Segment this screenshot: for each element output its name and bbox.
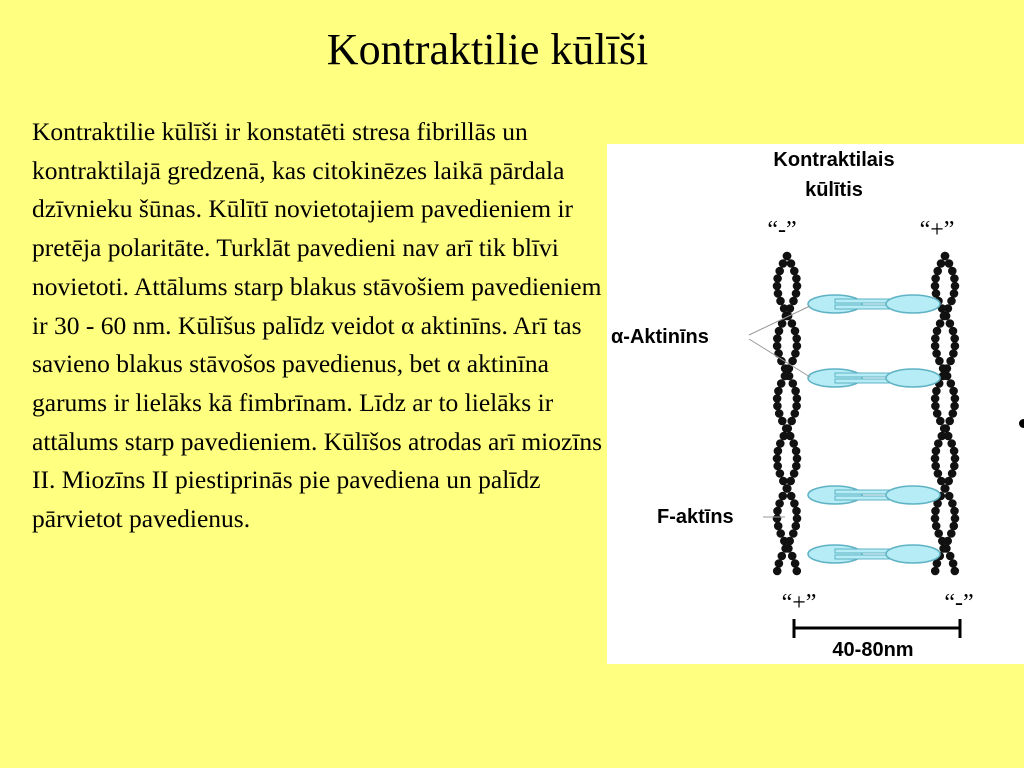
distance-label: 40-80nm	[832, 639, 914, 661]
body-paragraph: Kontraktilie kūlīši ir konstatēti stresa fibrillās un kontraktilajā gredzenā, kas citokinēzes laikā pārdala dzīvnieku šūnas. Kūlītī novietotajiem pavedieniem ir pretēja polaritāte. Turklāt pavedieni nav arī tik blīvi novietoti. Attālums starp blakus stāvošiem pavedieniem ir 30 - 60 nm. Kūlīšus palīdz veidot α aktinīns. Arī tas savieno blakus stāvošos pavedienus, bet α aktinīna garums ir lielāks kā fimbrīnam. Līdz ar to lielāks ir attālums starp pavedieniem. Kūlīšos atrodas arī miozīns II. Miozīns II piestiprinās pie pavediena un palīdz pārvietot pavedienus.	[32, 117, 603, 534]
alpha-actinin-1	[808, 295, 940, 313]
alpha-actinin-label: α-Aktinīns	[611, 326, 709, 348]
diagram-svg	[607, 144, 1024, 664]
top-right-polarity-label: “+”	[919, 217, 955, 243]
alpha-actinin-molecules	[808, 295, 940, 563]
contractile-bundle-diagram	[607, 144, 1024, 664]
distance-scale-bar	[794, 619, 960, 638]
alpha-actinin-4	[808, 545, 940, 563]
top-left-polarity-label: “-”	[767, 217, 797, 243]
actin-filament-left	[773, 252, 802, 576]
bullet-dot	[1019, 419, 1024, 428]
alpha-actinin-3	[808, 486, 940, 504]
slide-title: Kontraktilie kūlīši	[326, 25, 649, 74]
figure-title-line1: Kontraktilais	[773, 149, 895, 171]
alpha-actinin-2	[808, 369, 940, 387]
figure-title-line2: kūlītis	[805, 179, 863, 201]
bottom-right-polarity-label: “-”	[944, 590, 974, 616]
bottom-left-polarity-label: “+”	[781, 590, 817, 616]
f-actin-label: F-aktīns	[657, 506, 734, 528]
